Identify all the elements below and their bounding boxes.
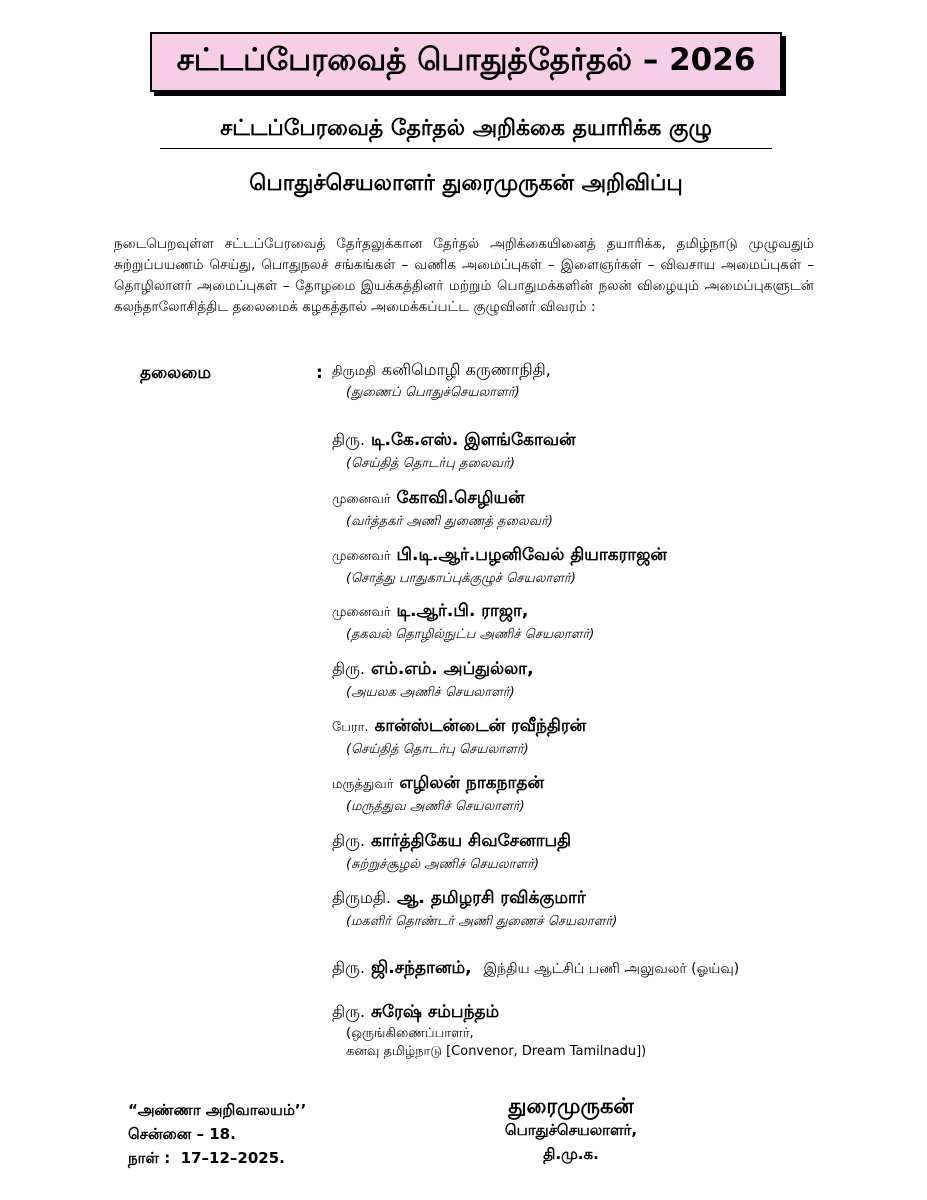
member-designation: (சுற்றுச்சூழல் அணிச் செயலாளர்) (346, 857, 540, 872)
party-name: தி.மு.க. (543, 1145, 599, 1163)
signatory-name: துரைமுருகன் (508, 1094, 634, 1118)
member-name-line (332, 488, 852, 510)
footer-date: நாள் : 17–12–2025. (128, 1149, 285, 1167)
intro-paragraph: நடைபெறவுள்ள சட்டப்பேரவைத் தேர்தலுக்கான தேர்தல் அறிக்கையினைத் தயாரிக்க, தமிழ்நாடு முழுவதும் சுற்றுப்பயணம் செய்து, பொதுநலச் சங்கங்கள் – வணிக அமைப்புகள் – இளைஞர்கள் – விவசாய அமைப்புகள் – தொழிலாளர் அமைப்புகள் – தோழமை இயக்கத்தினர் மற்றும் பொதுமக்களின் நலன் விழையும் அமைப்புகளுடன் கலந்தாலோசித்திட தலைமைக் கழகத்தால் அமைக்கப்பட்ட குழுவினர் விவரம் : (114, 236, 814, 315)
member-name: சுரேஷ் சம்பந்தம் (370, 1002, 500, 1022)
member-title: முனைவர் (332, 605, 391, 620)
member-entry (332, 716, 852, 758)
member-name-line (332, 773, 852, 795)
member-name: ஜி.சந்தானம், (370, 958, 472, 978)
member-name-line (332, 659, 852, 681)
member-title: திரு. (332, 831, 366, 850)
member-designation: (அயலக அணிச் செயலாளர்) (346, 685, 515, 700)
member-name: எம்.எம். அப்துல்லா, (370, 659, 534, 679)
member-name-line (332, 545, 852, 567)
member-name: கோவி.செழியன் (396, 488, 525, 508)
member-title: முனைவர் (332, 549, 391, 564)
member-designation: (செய்தித் தொடர்பு தலைவர்) (346, 456, 515, 471)
member-entry (332, 360, 852, 401)
member-title: மருத்துவர் (332, 777, 394, 792)
role-label: தலைமை (140, 363, 212, 383)
member-entry (332, 545, 852, 587)
member-designation: (தகவல் தொழில்நுட்ப அணிச் செயலாளர்) (346, 627, 595, 642)
member-name: கார்த்திகேய சிவசேனாபதி (370, 831, 572, 851)
member-name: கனிமொழி கருணாநிதி, (381, 360, 551, 379)
member-entry (332, 488, 852, 530)
member-entry (332, 430, 852, 472)
member-entry (332, 831, 852, 873)
footer-left (128, 1098, 306, 1170)
member-designation: (சொத்து பாதுகாப்புக்குழுச் செயலாளர்) (346, 571, 576, 586)
member-name-line (332, 360, 852, 381)
member-name: டி.கே.எஸ். இளங்கோவன் (370, 430, 576, 450)
member-name-line (332, 430, 852, 452)
footer-signature-block (496, 1094, 646, 1166)
subtitle-announcement: பொதுச்செயலாளர் துரைமுருகன் அறிவிப்பு (249, 171, 683, 196)
member-name-line (332, 601, 852, 623)
member-entry (332, 659, 852, 701)
member-extra: இந்திய ஆட்சிப் பணி அலுவலர் (ஓய்வு) (483, 961, 740, 977)
member-title: திரு. (332, 659, 366, 678)
member-title: திரு. (332, 1002, 366, 1021)
member-designation: (துணைப் பொதுச்செயலாளர்) (346, 385, 520, 400)
page-title: சட்டப்பேரவைத் பொதுத்தேர்தல் – 2026 (176, 42, 756, 78)
member-name: பி.டி.ஆர்.பழனிவேல் தியாகராஜன் (396, 545, 667, 565)
member-name-line (332, 831, 852, 853)
member-designation: (செய்தித் தொடர்பு செயலாளர்) (346, 742, 529, 757)
member-designation: (மருத்துவ அணிச் செயலாளர்) (346, 799, 525, 814)
member-title: திருமதி. (332, 888, 392, 907)
member-name-line (332, 716, 852, 738)
member-entry (332, 958, 852, 980)
member-name-line (332, 958, 852, 980)
member-entry (332, 888, 852, 930)
member-name: டி.ஆர்.பி. ராஜா, (396, 601, 529, 621)
footer-city: சென்னை – 18. (128, 1125, 236, 1143)
member-name: எழிலன் நாகநாதன் (399, 773, 544, 793)
subtitle-committee: சட்டப்பேரவைத் தேர்தல் அறிக்கை தயாரிக்க குழு (160, 116, 772, 149)
member-title: திரு. (332, 430, 366, 449)
member-name-line (332, 1002, 852, 1024)
member-name-line (332, 888, 852, 910)
member-name: கான்ஸ்டன்டைன் ரவீந்திரன் (374, 716, 587, 736)
member-entry (332, 601, 852, 643)
member-entry (332, 1002, 852, 1060)
member-name: ஆ. தமிழரசி ரவிக்குமார் (396, 888, 586, 908)
member-designation: (வர்த்தகர் அணி துணைத் தலைவர்) (346, 514, 553, 529)
title-box (150, 32, 782, 92)
member-title: பேரா. (332, 720, 369, 735)
signatory-title: பொதுச்செயலாளர், (504, 1121, 638, 1139)
member-title: திரு. (332, 958, 366, 977)
role-colon: : (316, 363, 323, 383)
member-title: திருமதி (332, 364, 376, 379)
footer-office: “அண்ணா அறிவாலயம்’’ (128, 1101, 307, 1119)
member-designation: (மகளிர் தொண்டர் அணி துணைச் செயலாளர்) (346, 914, 618, 929)
member-title: முனைவர் (332, 492, 391, 507)
member-designation-line2: கனவு தமிழ்நாடு [Convenor, Dream Tamilnadu]) (346, 1044, 647, 1059)
member-entry (332, 773, 852, 815)
member-designation-line1: (ஒருங்கிணைப்பாளர், (346, 1026, 474, 1041)
